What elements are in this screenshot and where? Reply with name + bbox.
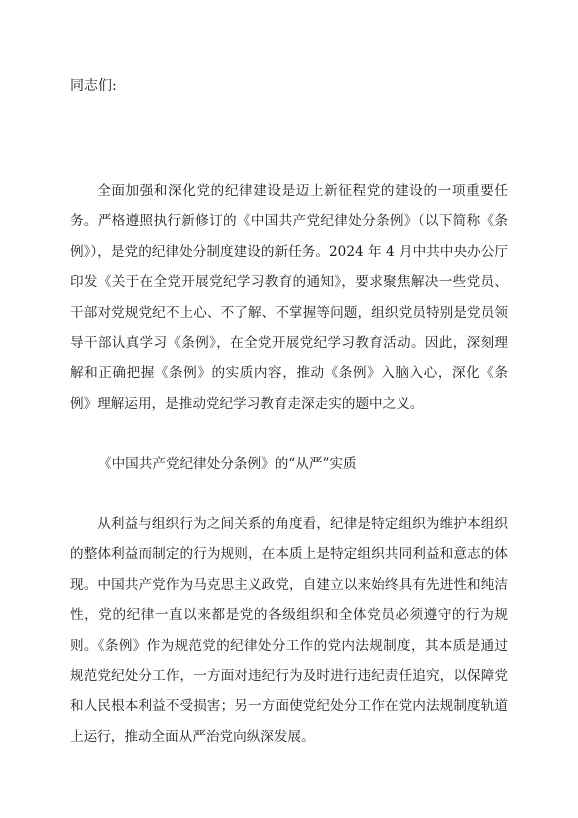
section-heading: 《中国共产党纪律处分条例》的“从严”实质 — [98, 456, 357, 472]
intro-paragraph: 全面加强和深化党的纪律建设是迈上新征程党的建设的一项重要任务。严格遵照执行新修订的《中国共产党纪律处分条例》（以下简称《条例》），是党的纪律处分制度建设的新任务。2024 年 4 月中共中央办公厅印发《关于在全党开展党纪学习教育的通知》，要求聚焦解决一些党员、干部对党规党纪不上心、不了解、不掌握等问题，组织党员特别是党员领导干部认真学习《条例》，在全党开展党纪学习教育活动。因此，深刻理解和正确把握《条例》的实质内容，推动《条例》入脑入心，深化《条例》理解运用，是推动党纪学习教育走深走实的题中之义。 — [70, 183, 508, 412]
greeting: 同志们: — [70, 78, 117, 94]
body-paragraph: 从利益与组织行为之间关系的角度看，纪律是特定组织为维护本组织的整体利益而制定的行为规则，在本质上是特定组织共同利益和意志的体现。中国共产党作为马克思主义政党，自建立以来始终具有先进性和纯洁性，党的纪律一直以来都是党的各级组织和全体党员必须遵守的行为规则。《条例》作为规范党的纪律处分工作的党内法规制度，其本质是通过规范党纪处分工作，一方面对违纪行为及时进行违纪责任追究，以保障党和人民根本利益不受损害；另一方面使党纪处分工作在党内法规制度轨道上运行，推动全面从严治党向纵深发展。 — [70, 516, 508, 745]
